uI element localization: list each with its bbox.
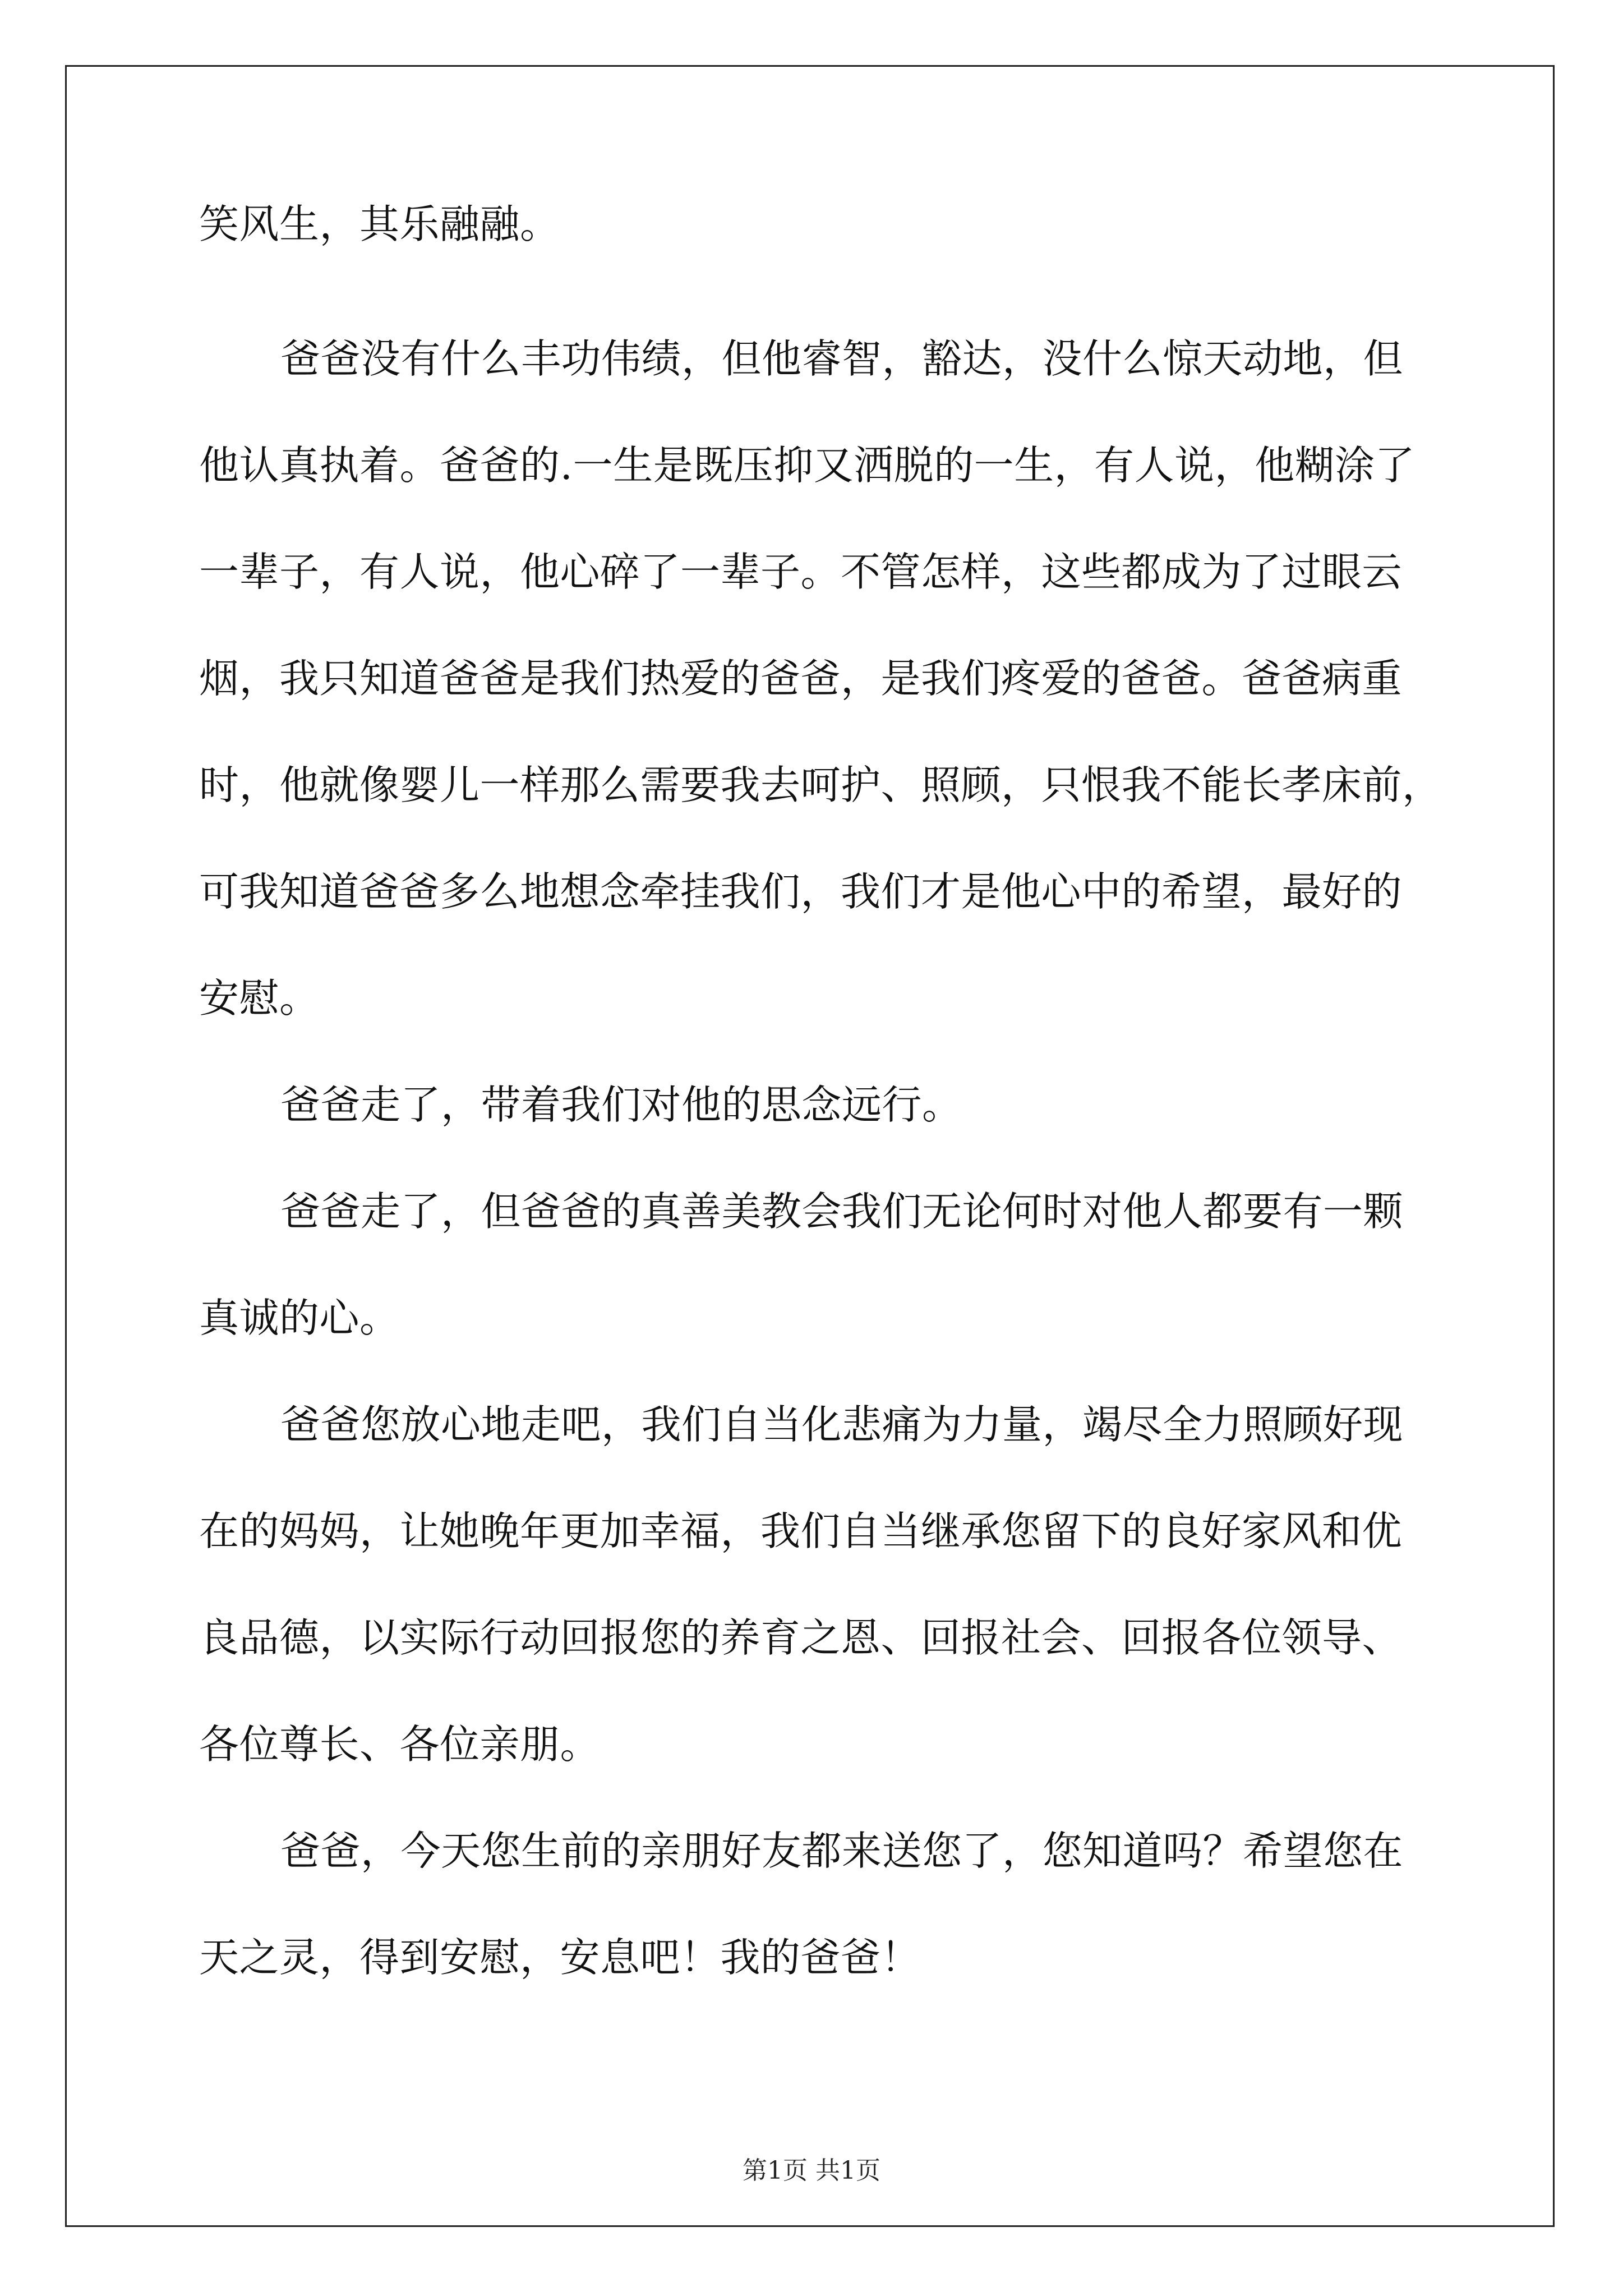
text-line: 安慰。: [199, 975, 320, 1022]
text-line: 爸爸没有什么丰功伟绩，但他睿智，豁达，没什么惊天动地，但: [280, 335, 1404, 382]
text-line: 爸爸走了，但爸爸的真善美教会我们无论何时对他人都要有一颗: [280, 1188, 1404, 1235]
text-line: 时，他就像婴儿一样那么需要我去呵护、照顾，只恨我不能长孝床前，: [199, 762, 1442, 808]
text-line: 良品德，以实际行动回报您的养育之恩、回报社会、回报各位领导、: [199, 1614, 1403, 1661]
text-line: 真诚的心。: [199, 1295, 400, 1341]
text-line: 天之灵，得到安慰，安息吧！我的爸爸！: [199, 1934, 921, 1981]
text-line: 笑风生，其乐融融。: [199, 201, 560, 247]
text-line: 一辈子，有人说，他心碎了一辈子。不管怎样，这些都成为了过眼云: [199, 549, 1403, 595]
text-line: 在的妈妈，让她晚年更加幸福，我们自当继承您留下的良好家风和优: [199, 1508, 1403, 1554]
text-line: 爸爸，今天您生前的亲朋好友都来送您了，您知道吗？希望您在: [280, 1828, 1404, 1874]
text-line: 可我知道爸爸多么地想念牵挂我们，我们才是他心中的希望，最好的: [199, 868, 1403, 915]
page-border: [65, 65, 1555, 2227]
page-number-footer: 第1页 共1页: [743, 2156, 880, 2185]
text-line: 爸爸走了，带着我们对他的思念远行。: [280, 1082, 962, 1128]
text-line: 爸爸您放心地走吧，我们自当化悲痛为力量，竭尽全力照顾好现: [280, 1401, 1404, 1448]
text-line: 烟，我只知道爸爸是我们热爱的爸爸，是我们疼爱的爸爸。爸爸病重: [199, 655, 1403, 702]
text-line: 他认真执着。爸爸的.一生是既压抑又洒脱的一生，有人说，他糊涂了: [199, 442, 1415, 489]
text-line: 各位尊长、各位亲朋。: [199, 1721, 601, 1768]
